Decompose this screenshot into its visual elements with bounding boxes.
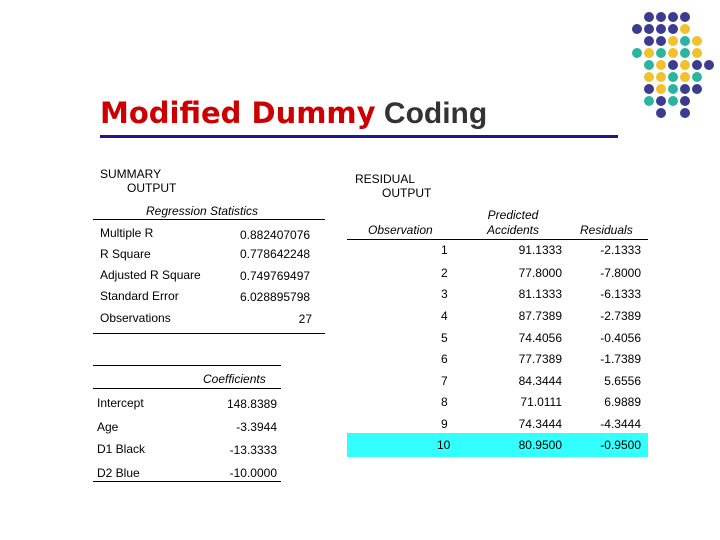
stat-label: Adjusted R Square — [100, 268, 201, 282]
regression-header-rule — [93, 219, 325, 220]
residual-cell: -4.3444 — [600, 417, 641, 431]
residual-cell: -0.4056 — [600, 331, 641, 345]
obs-cell: 2 — [441, 266, 448, 280]
predicted-cell: 87.7389 — [518, 309, 562, 323]
residual-cell: -0.9500 — [600, 438, 641, 452]
obs-cell: 7 — [441, 374, 448, 388]
predicted-cell: 77.7389 — [518, 352, 562, 366]
coef-label: Intercept — [97, 396, 144, 410]
predicted-cell: 74.3444 — [518, 417, 562, 431]
predicted-cell: 91.1333 — [518, 243, 562, 257]
obs-cell: 1 — [441, 243, 448, 257]
residual-cell: 6.9889 — [604, 395, 641, 409]
obs-cell: 4 — [441, 309, 448, 323]
stat-label: Multiple R — [100, 226, 154, 240]
obs-cell: 5 — [441, 331, 448, 345]
coef-label: D2 Blue — [97, 466, 140, 480]
predicted-cell: 84.3444 — [518, 374, 562, 388]
stat-value: 6.028895798 — [240, 290, 311, 304]
predicted-cell: 77.8000 — [518, 266, 562, 280]
page-title — [100, 96, 487, 131]
coef-value: -3.3944 — [236, 420, 277, 434]
predicted-cell: 74.4056 — [518, 331, 562, 345]
residual-cell: 5.6556 — [604, 374, 641, 388]
coefficients-top-rule — [93, 365, 281, 366]
regression-statistics-heading: Regression Statistics — [146, 204, 259, 218]
residual-heading-line1: RESIDUAL — [355, 172, 416, 186]
coef-value: 148.8389 — [226, 397, 277, 411]
title-part-dark: Coding — [383, 97, 488, 130]
coef-value: -10.0000 — [229, 466, 277, 480]
col-header-predicted-line1: Predicted — [487, 208, 539, 222]
coef-label: Age — [97, 420, 119, 434]
obs-cell: 8 — [441, 395, 448, 409]
stat-label: Observations — [100, 311, 171, 325]
coefficients-heading: Coefficients — [203, 372, 266, 386]
coef-label: D1 Black — [97, 442, 146, 456]
residual-cell: -1.7389 — [600, 352, 641, 366]
residual-header-rule — [347, 239, 648, 240]
col-header-observation: Observation — [368, 223, 433, 237]
title-underline — [100, 135, 618, 138]
residual-cell: -6.1333 — [600, 287, 641, 301]
stat-value: 0.749769497 — [240, 269, 311, 283]
regression-bottom-rule — [93, 333, 325, 334]
summary-heading-line2: OUTPUT — [127, 181, 177, 195]
coefficients-header-rule — [93, 388, 281, 389]
obs-cell: 6 — [441, 352, 448, 366]
predicted-cell: 80.9500 — [518, 438, 562, 452]
coefficients-bottom-rule — [93, 481, 281, 482]
obs-cell: 3 — [441, 287, 448, 301]
col-header-predicted-line2: Accidents — [486, 223, 540, 237]
stat-value: 0.882407076 — [240, 228, 311, 242]
obs-cell: 9 — [441, 417, 448, 431]
stat-value: 0.778642248 — [240, 247, 311, 261]
residual-cell: -7.8000 — [600, 266, 641, 280]
summary-heading-line1: SUMMARY — [100, 167, 162, 181]
stat-value: 27 — [298, 312, 312, 326]
title-part-red: Modified Dummy — [100, 96, 376, 130]
stat-label: R Square — [100, 247, 151, 261]
stat-label: Standard Error — [100, 289, 179, 303]
coef-value: -13.3333 — [229, 443, 277, 457]
residual-heading-line2: OUTPUT — [382, 186, 432, 200]
col-header-residuals: Residuals — [580, 223, 633, 237]
residual-cell: -2.7389 — [600, 309, 641, 323]
obs-cell: 10 — [437, 438, 451, 452]
residual-cell: -2.1333 — [600, 243, 641, 257]
predicted-cell: 81.1333 — [518, 287, 562, 301]
predicted-cell: 71.0111 — [520, 395, 562, 409]
